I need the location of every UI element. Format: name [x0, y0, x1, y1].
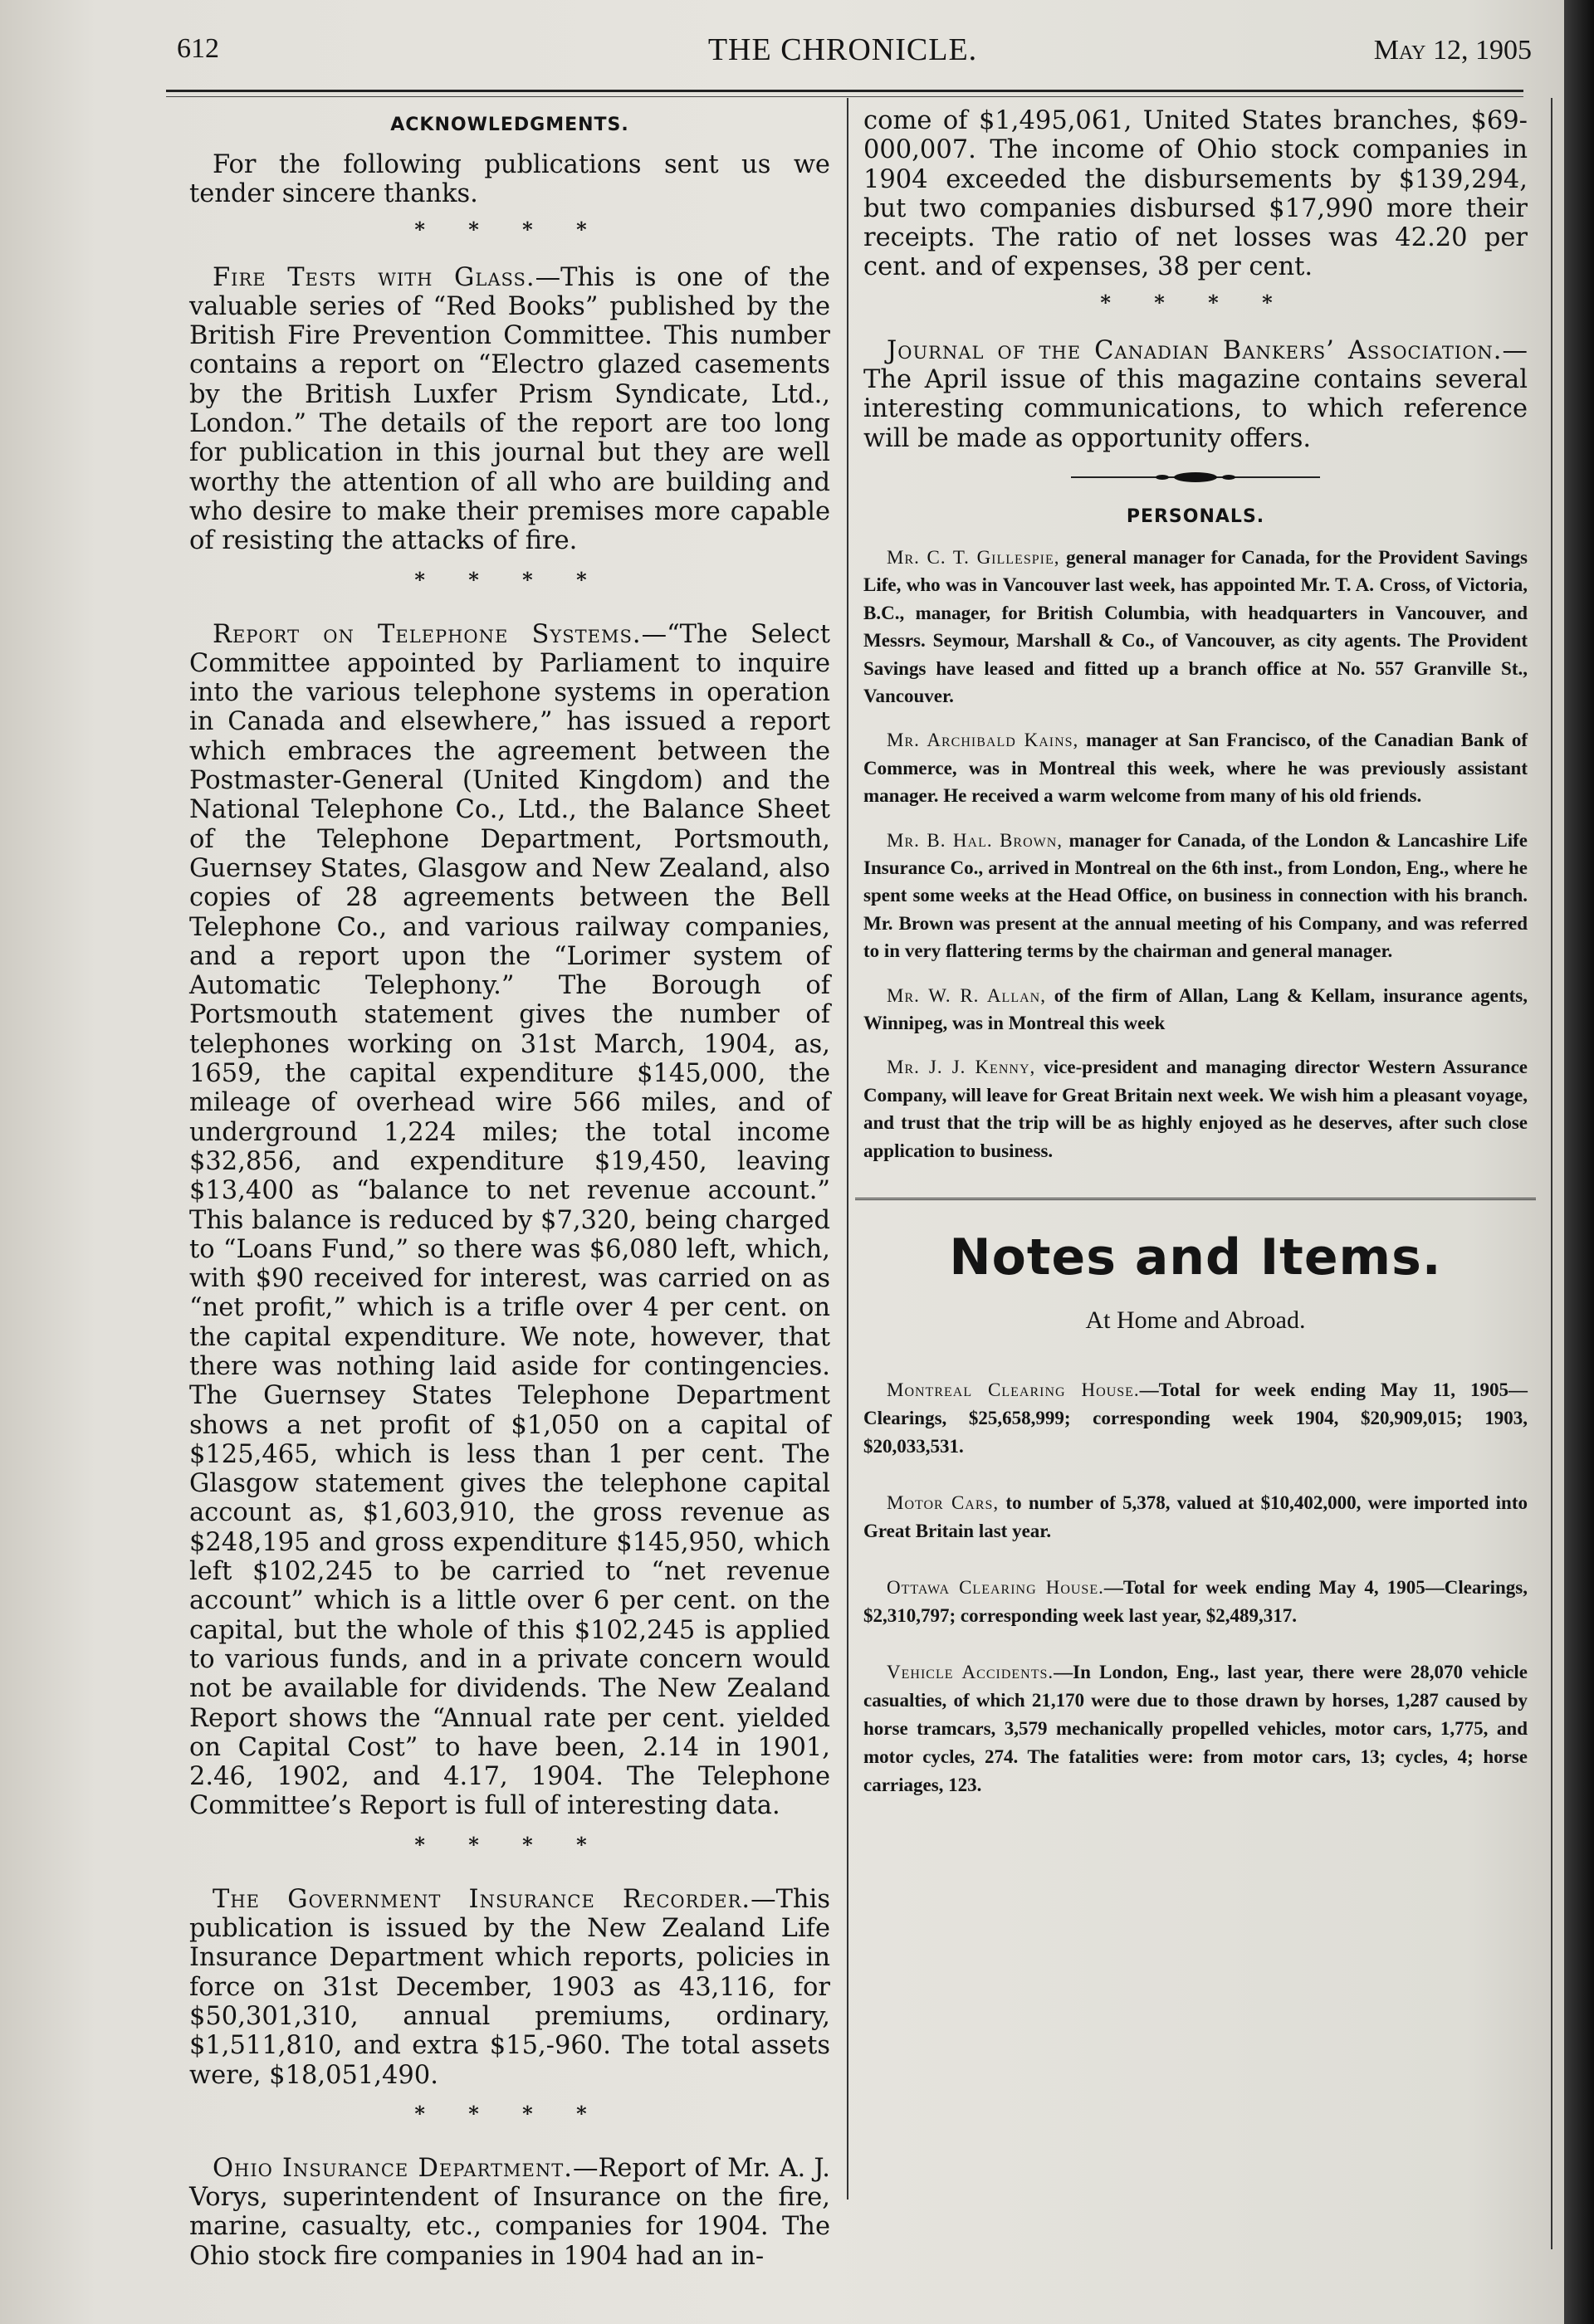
personal-item: [863, 1053, 1528, 1164]
note-text: —Total for week ending May 4, 1905—Clearings, $2,310,797; corresponding week last year, $2,489,317.: [863, 1577, 1528, 1627]
section-stars: * * * *: [414, 1832, 605, 1857]
note-text: —Total for week ending May 11, 1905—Clearings, $25,658,999; corresponding week 1904, $20,909,015; 1903, $20,033,531.: [863, 1379, 1528, 1457]
note-item: [863, 1489, 1528, 1545]
section-stars: * * * *: [414, 567, 605, 592]
right-margin-rule: [1551, 98, 1552, 2249]
personal-name: Mr. C. T. Gillespie,: [887, 546, 1060, 568]
page-binding-edge: [1564, 0, 1594, 2324]
personal-text: manager at San Francisco, of the Canadian Bank of Commerce, was in Montreal this week, where he was previously assistant manager. He received a warm welcome from many of his old friends.: [863, 730, 1528, 807]
personal-item: [863, 827, 1528, 965]
personal-text: of the firm of Allan, Lang & Kellam, insurance agents, Winnipeg, was in Montreal this week: [863, 984, 1528, 1034]
ohio-paragraph: [189, 2154, 830, 2271]
personal-text: general manager for Canada, for the Provident Savings Life, who was in Vancouver last week, has appointed Mr. T. A. Cross, of Victoria, B.C., manager, for British Columbia, with headquarters in Vancouver, and Messrs. Seymour, Marshall & Co., of Vancouver, as city agents. The Provident Savings have leased and fitted up a branch office at No. 557 Granville St., Vancouver.: [863, 546, 1528, 706]
notes-title: Notes and Items.: [949, 1228, 1442, 1287]
note-heading: Motor Cars,: [887, 1492, 1000, 1514]
left-column: [189, 106, 830, 2271]
right-column: [863, 106, 1528, 1828]
acknowledgments-intro: For the following publications sent us we tender sincere thanks.: [189, 150, 830, 209]
issue-date: May 12, 1905: [1373, 35, 1532, 66]
telephone-paragraph: [189, 620, 830, 1821]
personal-name: Mr. Archibald Kains,: [887, 730, 1079, 751]
header-rule: [166, 90, 1523, 92]
note-heading: Montreal Clearing House.: [887, 1379, 1140, 1401]
notes-subtitle: At Home and Abroad.: [1085, 1306, 1306, 1335]
govt-recorder-paragraph: [189, 1885, 830, 2090]
note-text: to number of 5,378, valued at $10,402,000, were imported into Great Britain last year.: [863, 1492, 1528, 1542]
ornament-rule-icon: [1071, 471, 1320, 483]
note-heading: Vehicle Accidents.: [887, 1662, 1054, 1683]
personal-name: Mr. J. J. Kenny,: [887, 1057, 1036, 1078]
personal-name: Mr. W. R. Allan,: [887, 984, 1046, 1006]
personal-item: [863, 544, 1528, 710]
note-item: [863, 1658, 1528, 1799]
page-header: [154, 30, 1532, 80]
govt-recorder-body: —This publication is issued by the New Zealand Life Insurance Department which reports, policies in force on 31st December, 1903 as 43,116, for $50,301,310, annual premiums, ordinary, $1,511,810, and extra $15,-960. The total assets were, $18,051,490.: [189, 1884, 830, 2090]
ohio-continued: come of $1,495,061, United States branches, $69-000,007. The income of Ohio stock companies in 1904 exceeded the disbursements by $139,294, but two companies disbursed $17,990 more their receipts. The ratio of net losses was 42.20 per cent. and of expenses, 38 per cent.: [863, 106, 1528, 282]
telephone-heading: Report on Telephone Systems.: [213, 619, 642, 649]
personal-text: vice-president and managing director Western Assurance Company, will leave for Great Britain next week. We wish him a pleasant voyage, and trust that the trip will be as highly enjoyed as he deserves, after such close application to business.: [863, 1057, 1528, 1161]
note-item: [863, 1574, 1528, 1630]
personal-text: manager for Canada, of the London & Lancashire Life Insurance Co., arrived in Montreal on the 6th inst., from London, Eng., where he spent some weeks at the Head Office, on business in connection with his branch. Mr. Brown was present at the annual meeting of his Company, and was referred to in very flattering terms by the chairman and general manager.: [863, 829, 1528, 962]
journal-heading: Journal of the Canadian Bankers’ Association.: [887, 335, 1503, 365]
telephone-body: —“The Select Committee appointed by Parliament to inquire into the various telephone systems in operation in Canada and elsewhere,” has issued a report which embraces the agreement between the Postmaster-General (United Kingdom) and the National Telephone Co., Ltd., the Balance Sheet of the Telephone Department, Portsmouth, Guernsey States, Glasgow and New Zealand, also copies of 28 agreements between the Bell Telephone Co., and various railway companies, and a report upon the “Lorimer system of Automatic Telephony.” The Borough of Portsmouth statement gives the number of telephones working on 31st March, 1904, as, 1659, the capital expenditure $145,000, the mileage of overhead wire 566 miles, and of underground 1,224 miles; the total income $32,856, and expenditure $19,450, leaving $13,400 as “balance to net revenue account.” This balance is reduced by $7,320, being charged to “Loans Fund,” so there was $6,080 left, which, with $90 received for interest, was carried on as “net profit,” which is a trifle over 4 per cent. on the capital expenditure. We note, however, that there was nothing laid aside for contingencies. The Guernsey States Telephone Department shows a net profit of $1,050 on a capital of $125,465, which is less than 1 per cent. The Glasgow statement gives the telephone capital account as, $1,603,910, the gross revenue as $248,195 and gross expenditure $145,950, which left $102,245 to be carried to “net revenue account” which is a little over 6 per cent. on the capital, but the whole of this $102,245 is applied to various funds, and in a private concern would not be available for dividends. The New Zealand Report shows the “Annual rate per cent. yielded on Capital Cost” to have been, 2.14 in 1901, 2.46, 1902, and 4.17, 1904. The Telephone Committee’s Report is full of interesting data.: [189, 619, 830, 1821]
note-item: [863, 1376, 1528, 1461]
ohio-body: —Report of Mr. A. J. Vorys, superintendent of Insurance on the fire, marine, casualty, etc., companies for 1904. The Ohio stock fire companies in 1904 had an in-: [189, 2153, 830, 2271]
journal-body: —The April issue of this magazine contains several interesting communications, to which reference will be made as opportunity offers.: [863, 335, 1528, 453]
fire-tests-body: —This is one of the valuable series of “Red Books” published by the British Fire Prevention Committee. This number contains a report on “Electro glazed casements by the British Luxfer Prism Syndicate, Ltd., London.” The details of the report are too long for publication in this journal but they are well worthy the attention of all who are building and who desire to make their premises more capable of resisting the attacks of fire.: [189, 262, 830, 556]
ornament-divider: [863, 471, 1528, 483]
fire-tests-heading: Fire Tests with Glass.: [213, 262, 535, 292]
fire-tests-paragraph: [189, 263, 830, 556]
page-number: 612: [177, 33, 219, 64]
govt-recorder-heading: The Government Insurance Recorder.: [213, 1884, 751, 1914]
personals-title: PERSONALS.: [1126, 505, 1265, 527]
section-stars: * * * *: [414, 217, 605, 242]
ohio-heading: Ohio Insurance Department.: [213, 2153, 573, 2183]
column-divider: [847, 98, 848, 2200]
header-rule-thin: [166, 96, 1523, 97]
journal-paragraph: [863, 336, 1528, 453]
note-text: —In London, Eng., last year, there were 28,070 vehicle casualties, of which 21,170 were due to those drawn by horses, 1,287 caused by horse tramcars, 3,579 mechanically propelled vehicles, motor cars, 1,775, and motor cycles, 274. The fatalities were: from motor cars, 13; cycles, 4; horse carriages, 123.: [863, 1662, 1528, 1796]
acknowledgments-title: ACKNOWLEDGMENTS.: [390, 115, 629, 135]
personal-item: [863, 726, 1528, 809]
masthead-title: THE CHRONICLE.: [707, 32, 978, 67]
personal-item: [863, 982, 1528, 1038]
section-stars: * * * *: [414, 2101, 605, 2126]
section-divider: [855, 1198, 1536, 1200]
personal-name: Mr. B. Hal. Brown,: [887, 829, 1063, 851]
note-heading: Ottawa Clearing House.: [887, 1577, 1104, 1599]
section-stars: * * * *: [1100, 290, 1291, 315]
